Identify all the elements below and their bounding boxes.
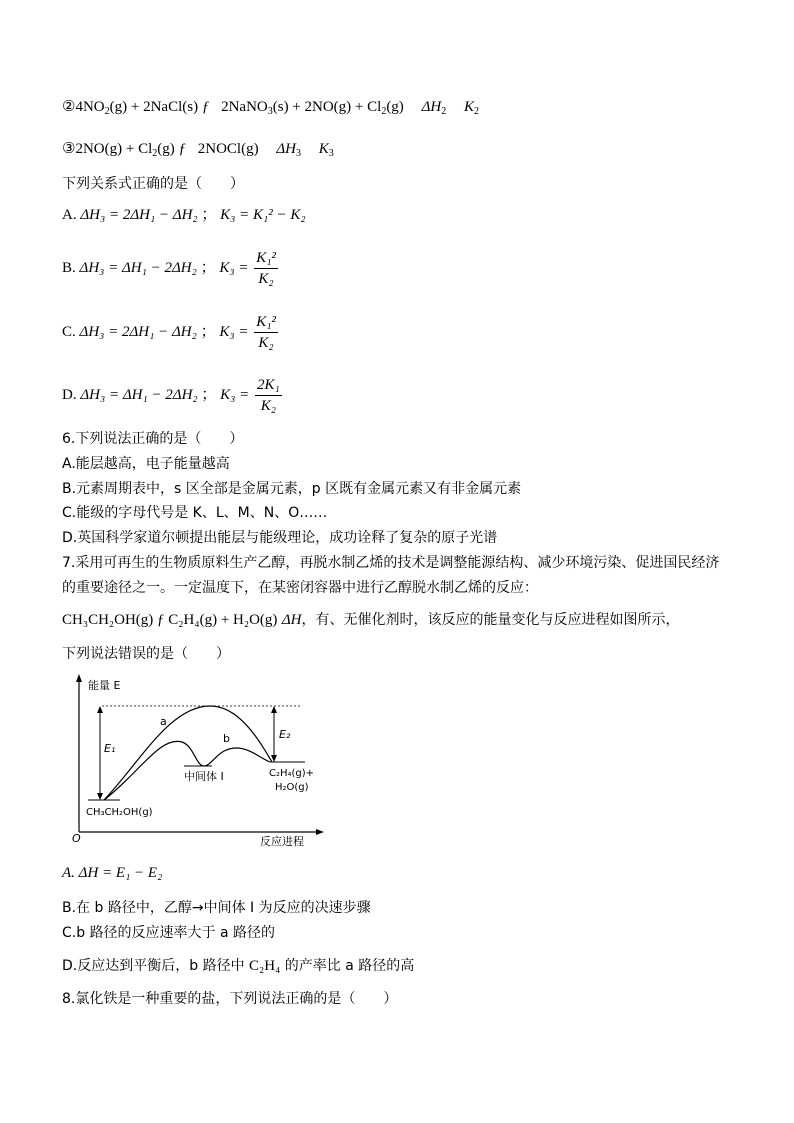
option-k-lhs: K₃ = bbox=[220, 386, 250, 403]
equation-2-k-sub: 2 bbox=[473, 106, 479, 117]
equation-2-arrow: ƒ bbox=[201, 99, 210, 115]
energy-diagram bbox=[60, 672, 330, 847]
e1-label: E₁ bbox=[104, 742, 116, 755]
option-dh: ΔH₃ = ΔH₁ − 2ΔH₂ bbox=[79, 259, 197, 276]
e2-arrow-up-icon bbox=[271, 706, 277, 713]
question-7-option-d[interactable] bbox=[62, 957, 414, 975]
reactant-label: CH₃CH₂OH(g) bbox=[86, 807, 153, 818]
option-sep: ； bbox=[201, 386, 217, 403]
curve-b-label: b bbox=[223, 732, 230, 745]
equation-3-sub: 2 bbox=[152, 148, 158, 159]
equation-3-k-sub: 3 bbox=[328, 148, 334, 159]
product-label-line2: H₂O(g) bbox=[275, 782, 309, 793]
question-7-stem-line4: 下列说法错误的是（ ） bbox=[62, 646, 230, 662]
question-7-option-a[interactable]: A. ΔH = E₁ − E₂ bbox=[62, 865, 163, 881]
equation-3-reactant: 2NO(g) + Cl bbox=[75, 141, 153, 157]
option-dh: ΔH₃ = ΔH₁ − 2ΔH₂ bbox=[80, 386, 198, 403]
e2-label: E₂ bbox=[279, 728, 291, 741]
fraction-numerator: 2K₁ bbox=[255, 375, 282, 396]
equation-3-product: 2NOCl(g) bbox=[197, 141, 259, 157]
option-label: D. bbox=[62, 386, 77, 403]
question-7-stem-line3 bbox=[62, 611, 680, 629]
equation-3-dh: ΔH bbox=[276, 141, 296, 157]
x-axis-arrow-icon bbox=[316, 829, 324, 835]
equation-2-sub: 2 bbox=[104, 106, 110, 117]
equation-3-reactant-state: (g) bbox=[157, 141, 175, 157]
equation-3-k: K bbox=[318, 141, 329, 157]
equation-2 bbox=[62, 98, 479, 116]
fraction-numerator: K₁² bbox=[254, 248, 278, 269]
equation-2-product: 2NaNO bbox=[221, 99, 268, 115]
intermediate-label: 中间体 Ⅰ bbox=[184, 770, 224, 783]
fraction-denominator: K₂ bbox=[258, 335, 274, 351]
option-d-prefix: D.反应达到平衡后，b 路径中 bbox=[62, 958, 250, 974]
option-k-fraction bbox=[254, 248, 278, 289]
option-k: K₃ = K₁² − K₂ bbox=[220, 207, 306, 223]
equation-2-number: ② bbox=[62, 99, 76, 115]
question-7-reaction: CH₃CH₂OH(g) ƒ C₂H₄(g) + H₂O(g) bbox=[62, 612, 278, 628]
option-k-lhs: K₃ = bbox=[219, 259, 249, 276]
question-7-dh: ΔH bbox=[281, 612, 302, 628]
question-5-prompt: 下列关系式正确的是（ ） bbox=[62, 176, 244, 192]
question-6-option-b[interactable]: B.元素周期表中，s 区全部是金属元素，p 区既有金属元素又有非金属元素 bbox=[62, 481, 522, 497]
option-d-suffix: 的产率比 a 路径的高 bbox=[280, 958, 415, 974]
option-k-lhs: K₃ = bbox=[219, 323, 249, 340]
question-7-stem-tail: ，有、无催化剂时，该反应的能量变化与反应进程如图所示， bbox=[301, 612, 680, 628]
equation-2-product-rest: (s) + 2NO(g) + Cl bbox=[272, 99, 382, 115]
option-sep: ； bbox=[200, 323, 216, 340]
equation-3-dh-sub: 3 bbox=[295, 148, 301, 159]
fraction-numerator: K₁² bbox=[254, 312, 278, 333]
y-axis-arrow-icon bbox=[76, 674, 82, 682]
option-k-fraction bbox=[254, 312, 278, 353]
product-label-line1: C₂H₄(g)+ bbox=[269, 768, 315, 779]
curve-a bbox=[104, 706, 272, 800]
option-label: A. bbox=[62, 207, 77, 223]
question-7-option-b[interactable]: B.在 b 路径中，乙醇→中间体 I 为反应的决速步骤 bbox=[62, 900, 371, 916]
question-6-option-c[interactable]: C.能级的字母代号是 K、L、M、N、O…… bbox=[62, 505, 328, 521]
equation-2-dh: ΔH bbox=[421, 99, 442, 115]
question-6-option-d[interactable]: D.英国科学家道尔顿提出能层与能级理论，成功诠释了复杂的原子光谱 bbox=[62, 530, 498, 546]
curve-a-label: a bbox=[160, 715, 167, 728]
fraction-denominator: K₂ bbox=[260, 398, 276, 414]
e1-arrow-up-icon bbox=[97, 706, 103, 713]
equation-3-arrow: ƒ bbox=[178, 141, 186, 157]
option-d-formula: C₂H₄ bbox=[249, 958, 281, 974]
y-axis-label: 能量 E bbox=[88, 679, 121, 692]
question-7-stem-line1: 7.采用可再生的生物质原料生产乙醇，再脱水制乙烯的技术是调整能源结构、减少环境污染、促进国民经济 bbox=[62, 555, 720, 571]
equation-2-product-sub: 3 bbox=[267, 106, 273, 117]
fraction-denominator: K₂ bbox=[258, 271, 274, 287]
option-dh: ΔH₃ = 2ΔH₁ − ΔH₂ bbox=[80, 207, 198, 223]
option-dh: ΔH₃ = 2ΔH₁ − ΔH₂ bbox=[79, 323, 197, 340]
equation-2-reactant: 4NO bbox=[75, 99, 105, 115]
question-7-stem-line2: 的重要途径之一。一定温度下，在某密闭容器中进行乙醇脱水制乙烯的反应： bbox=[62, 580, 538, 596]
equation-3-number: ③ bbox=[62, 141, 76, 157]
equation-2-dh-sub: 2 bbox=[441, 106, 447, 117]
equation-2-reactant-rest: (g) + 2NaCl(s) bbox=[109, 99, 199, 115]
equation-2-product-sub2: 2 bbox=[381, 106, 387, 117]
question-7-option-c[interactable]: C.b 路径的反应速率大于 a 路径的 bbox=[62, 925, 276, 941]
option-label: C. bbox=[62, 323, 76, 340]
x-axis-label: 反应进程 bbox=[260, 835, 304, 847]
question-8-stem: 8.氯化铁是一种重要的盐，下列说法正确的是（ ） bbox=[62, 991, 398, 1007]
question-5-option-c[interactable] bbox=[62, 312, 280, 353]
equation-3 bbox=[62, 140, 334, 158]
question-5-option-b[interactable] bbox=[62, 248, 280, 289]
origin-label: O bbox=[72, 832, 81, 845]
question-5-option-d[interactable] bbox=[62, 375, 284, 416]
e1-arrow-down-icon bbox=[97, 793, 103, 800]
equation-2-k: K bbox=[463, 99, 474, 115]
option-sep: ； bbox=[201, 207, 217, 223]
option-sep: ； bbox=[200, 259, 216, 276]
question-6-option-a[interactable]: A.能层越高，电子能量越高 bbox=[62, 456, 230, 472]
option-label: B. bbox=[62, 259, 76, 276]
question-5-option-a[interactable] bbox=[62, 206, 306, 224]
option-k-fraction bbox=[255, 375, 282, 416]
question-6-stem: 6.下列说法正确的是（ ） bbox=[62, 431, 244, 447]
equation-2-product-state: (g) bbox=[386, 99, 404, 115]
